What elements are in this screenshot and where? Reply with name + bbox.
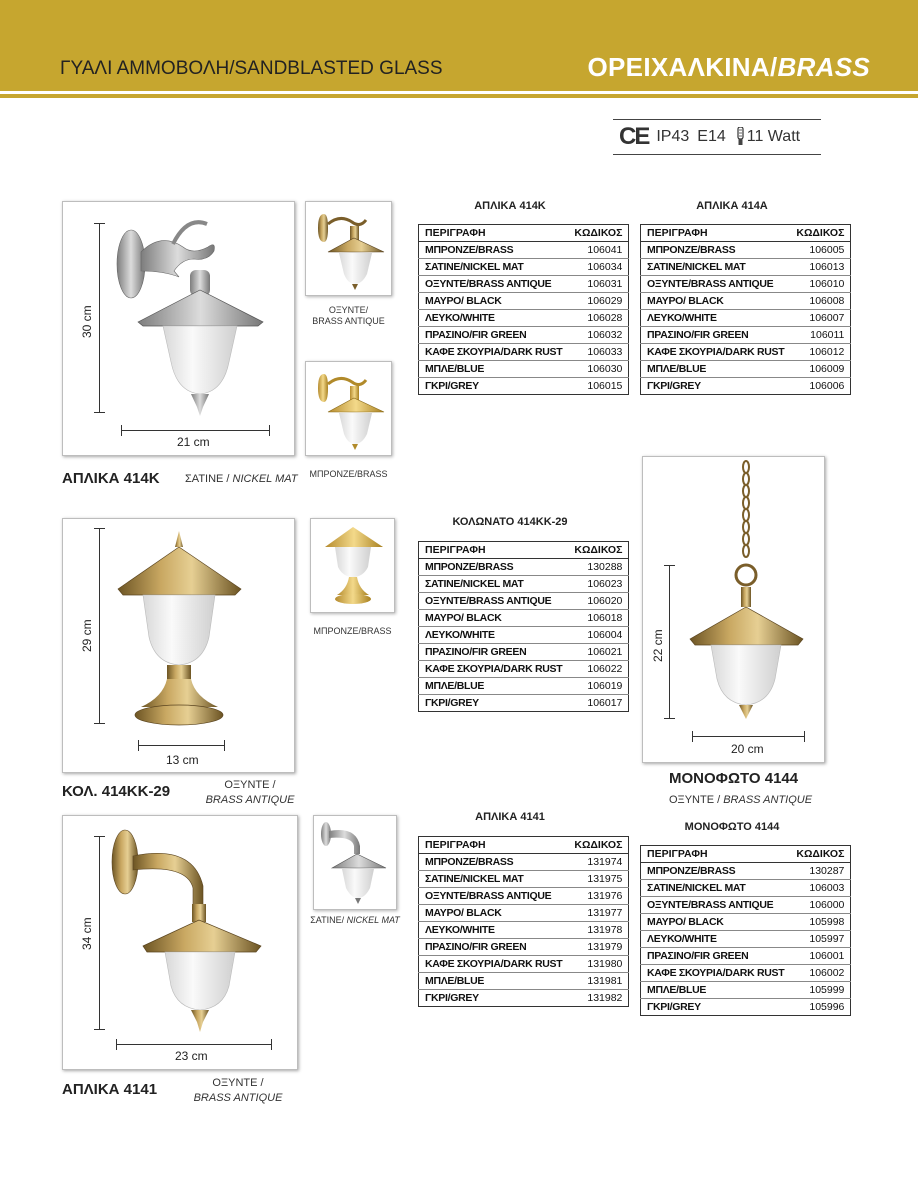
table-row	[641, 259, 851, 276]
finish-4141-italic: BRASS ANTIQUE	[193, 1092, 283, 1104]
table-row	[641, 293, 851, 310]
col-code: ΚΩΔΙΚΟΣ	[790, 846, 851, 863]
width-label-4144: 20 cm	[731, 742, 764, 756]
table-row	[419, 242, 629, 259]
table-row	[641, 310, 851, 327]
finish-414kk-main: ΟΞΥΝΤΕ /	[224, 779, 276, 791]
row-description: ΠΡΑΣΙΝΟ/FIR GREEN	[641, 948, 791, 965]
row-code: 106023	[568, 576, 629, 593]
row-description: ΣΑΤΙΝΕ/NICKEL MAT	[641, 259, 791, 276]
row-description: ΟΞΥΝΤΕ/BRASS ANTIQUE	[419, 276, 569, 293]
row-code: 106022	[568, 661, 629, 678]
height-tick-bottom-4141	[94, 1029, 105, 1030]
page-title-italic: BRASS	[777, 52, 870, 82]
col-desc: ΠΕΡΙΓΡΑΦΗ	[419, 542, 569, 559]
thumb-caption-414kk-brass: ΜΠΡΟΝΖΕ/BRASS	[313, 626, 392, 636]
row-description: ΚΑΦΕ ΣΚΟΥΡΙΑ/DARK RUST	[641, 965, 791, 982]
lamp-414k-image	[63, 202, 296, 457]
row-code: 105998	[790, 914, 851, 931]
table-row	[419, 259, 629, 276]
row-description: ΣΑΤΙΝΕ/NICKEL MAT	[419, 871, 569, 888]
table-row	[641, 863, 851, 880]
table-row	[419, 695, 629, 712]
finish-4141-main: ΟΞΥΝΤΕ /	[212, 1077, 264, 1089]
row-description: ΣΑΤΙΝΕ/NICKEL MAT	[419, 259, 569, 276]
row-description: ΜΠΛΕ/BLUE	[419, 678, 569, 695]
product-name-4141: ΑΠΛΙΚΑ 4141	[62, 1081, 158, 1098]
table-row	[419, 678, 629, 695]
row-code: 105996	[809, 1001, 845, 1013]
table-row	[419, 576, 629, 593]
row-code: 131979	[568, 939, 629, 956]
photo-414k	[62, 201, 295, 456]
table-row	[419, 956, 629, 973]
ce-mark: CE	[619, 123, 649, 150]
col-desc: ΠΕΡΙΓΡΑΦΗ	[419, 225, 569, 242]
row-code: 106000	[790, 897, 851, 914]
row-code: 106032	[568, 327, 629, 344]
row-code: 106029	[568, 293, 629, 310]
width-tick-right-4141	[271, 1039, 272, 1050]
row-code: 106019	[568, 678, 629, 695]
row-description: ΛΕΥΚΟ/WHITE	[419, 627, 569, 644]
row-description: ΓΚΡΙ/GREY	[425, 992, 479, 1004]
row-description: ΟΞΥΝΤΕ/BRASS ANTIQUE	[641, 276, 791, 293]
code-table-4144	[640, 845, 851, 1016]
table-title-4144: ΜΟΝΟΦΩΤΟ 4144	[684, 821, 780, 833]
row-code: 106011	[790, 327, 851, 344]
table-title-414a: ΑΠΛΙΚΑ 414A	[696, 200, 768, 212]
row-description: ΟΞΥΝΤΕ/BRASS ANTIQUE	[419, 888, 569, 905]
row-description: ΜΠΡΟΝΖΕ/BRASS	[419, 559, 569, 576]
row-code: 106008	[790, 293, 851, 310]
height-tick-top-4141	[94, 836, 105, 837]
col-desc: ΠΕΡΙΓΡΑΦΗ	[641, 225, 791, 242]
table-row	[641, 344, 851, 361]
table-row	[641, 327, 851, 344]
row-description: ΜΠΛΕ/BLUE	[641, 982, 791, 999]
table-row	[641, 361, 851, 378]
row-description: ΓΚΡΙ/GREY	[425, 697, 479, 709]
height-tick-bottom-414kk	[94, 723, 105, 724]
height-line-414kk	[99, 528, 100, 723]
table-row	[419, 627, 629, 644]
finish-4144-main: ΟΞΥΝΤΕ /	[669, 794, 724, 806]
thumb-414kk-brass	[310, 518, 395, 613]
row-description: ΛΕΥΚΟ/WHITE	[419, 922, 569, 939]
row-code: 106007	[790, 310, 851, 327]
row-code: 106005	[790, 242, 851, 259]
row-code: 131981	[568, 973, 629, 990]
table-row	[419, 361, 629, 378]
header-band	[0, 0, 918, 86]
row-code: 106033	[568, 344, 629, 361]
table-row	[641, 914, 851, 931]
table-row	[419, 922, 629, 939]
row-description: ΠΡΑΣΙΝΟ/FIR GREEN	[419, 327, 569, 344]
code-table-414kk	[418, 541, 629, 712]
row-code: 131977	[568, 905, 629, 922]
col-desc: ΠΕΡΙΓΡΑΦΗ	[419, 837, 569, 854]
thumb-caption-414k-brass: ΜΠΡΟΝΖΕ/BRASS	[309, 469, 388, 479]
row-description: ΓΚΡΙ/GREY	[425, 380, 479, 392]
row-code: 131978	[568, 922, 629, 939]
width-label-414kk: 13 cm	[166, 753, 199, 767]
product-name-414kk: ΚΟΛ. 414KK-29	[62, 783, 171, 800]
row-code: 131974	[568, 854, 629, 871]
row-code: 106012	[790, 344, 851, 361]
height-tick-top-414kk	[94, 528, 105, 529]
row-code: 106028	[568, 310, 629, 327]
row-description: ΛΕΥΚΟ/WHITE	[641, 310, 791, 327]
row-code: 131976	[568, 888, 629, 905]
row-code: 106021	[568, 644, 629, 661]
width-label-4141: 23 cm	[175, 1049, 208, 1063]
table-row	[419, 905, 629, 922]
table-row	[641, 948, 851, 965]
row-code: 106010	[790, 276, 851, 293]
row-code: 106031	[568, 276, 629, 293]
col-code: ΚΩΔΙΚΟΣ	[568, 837, 629, 854]
row-description: ΜΠΡΟΝΖΕ/BRASS	[419, 854, 569, 871]
row-code: 106006	[809, 380, 845, 392]
table-row	[641, 931, 851, 948]
row-description: ΠΡΑΣΙΝΟ/FIR GREEN	[419, 644, 569, 661]
page-subtitle: ΓΥΑΛΙ ΑΜΜΟΒΟΛΗ/SANDBLASTED GLASS	[60, 58, 443, 79]
row-code: 106034	[568, 259, 629, 276]
row-code: 131982	[587, 992, 623, 1004]
row-code: 131980	[568, 956, 629, 973]
row-description: ΜΑΥΡΟ/ BLACK	[419, 610, 569, 627]
table-row	[419, 990, 629, 1007]
row-description: ΣΑΤΙΝΕ/NICKEL MAT	[419, 576, 569, 593]
table-row	[419, 344, 629, 361]
finish-414k-italic: NICKEL MAT	[232, 473, 298, 485]
finish-414kk	[200, 778, 300, 808]
height-line-4144	[669, 565, 670, 718]
thumb-caption-414k-antique: ΟΞΥΝΤΕ/ BRASS ANTIQUE	[312, 305, 385, 326]
height-tick-bottom-4144	[664, 718, 675, 719]
height-tick-bottom-414k	[94, 412, 105, 413]
col-code: ΚΩΔΙΚΟΣ	[568, 542, 629, 559]
product-name-4144: ΜΟΝΟΦΩΤΟ 4144	[669, 770, 799, 787]
table-title-414k: ΑΠΛΙΚΑ 414K	[474, 200, 546, 212]
thumb-414k-brass	[305, 361, 392, 456]
ip-rating: IP43	[656, 128, 690, 145]
col-code: ΚΩΔΙΚΟΣ	[790, 225, 851, 242]
width-line-4144	[692, 736, 805, 737]
height-tick-top-4144	[664, 565, 675, 566]
thumb-caption-4141-italic: NICKEL MAT	[346, 915, 400, 925]
table-row	[641, 276, 851, 293]
table-row	[641, 965, 851, 982]
code-table-414a	[640, 224, 851, 395]
row-description: ΜΑΥΡΟ/ BLACK	[641, 293, 791, 310]
table-row	[641, 897, 851, 914]
row-code: 106018	[568, 610, 629, 627]
row-description: ΜΠΛΕ/BLUE	[419, 361, 569, 378]
width-line-414k	[121, 430, 270, 431]
row-code: 106009	[790, 361, 851, 378]
table-row	[419, 378, 629, 395]
row-description: ΜΑΥΡΟ/ BLACK	[641, 914, 791, 931]
height-label-4144: 22 cm	[651, 629, 665, 662]
row-description: ΚΑΦΕ ΣΚΟΥΡΙΑ/DARK RUST	[419, 661, 569, 678]
width-line-4141	[116, 1044, 272, 1045]
height-line-414k	[99, 223, 100, 412]
row-description: ΜΠΡΟΝΖΕ/BRASS	[419, 242, 569, 259]
row-code: 106015	[587, 380, 623, 392]
row-code: 106002	[790, 965, 851, 982]
row-code: 106030	[568, 361, 629, 378]
table-row	[419, 888, 629, 905]
table-row	[419, 310, 629, 327]
photo-4141	[62, 815, 298, 1070]
table-row	[641, 982, 851, 999]
row-description: ΓΚΡΙ/GREY	[647, 380, 701, 392]
table-row	[419, 327, 629, 344]
col-desc: ΠΕΡΙΓΡΑΦΗ	[641, 846, 791, 863]
width-tick-right-4144	[804, 731, 805, 742]
header-rule-thin	[0, 94, 918, 98]
table-row	[419, 854, 629, 871]
width-tick-left-4141	[116, 1039, 117, 1050]
width-tick-right-414k	[269, 425, 270, 436]
table-row	[641, 242, 851, 259]
row-description: ΛΕΥΚΟ/WHITE	[419, 310, 569, 327]
row-description: ΜΑΥΡΟ/ BLACK	[419, 293, 569, 310]
row-description: ΜΠΡΟΝΖΕ/BRASS	[641, 242, 791, 259]
table-row	[641, 378, 851, 395]
row-description: ΜΠΛΕ/BLUE	[419, 973, 569, 990]
finish-414kk-italic: BRASS ANTIQUE	[205, 794, 295, 806]
finish-414k	[185, 472, 298, 487]
photo-414kk	[62, 518, 295, 773]
table-title-414kk: ΚΟΛΩΝΑΤΟ 414KK-29	[452, 516, 568, 528]
row-description: ΠΡΑΣΙΝΟ/FIR GREEN	[419, 939, 569, 956]
page-title	[588, 52, 870, 83]
thumb-caption-4141-main: ΣΑΤΙΝΕ/	[310, 915, 347, 925]
table-row	[641, 880, 851, 897]
row-code: 106004	[568, 627, 629, 644]
table-row	[419, 939, 629, 956]
spec-bar	[613, 119, 821, 155]
row-code: 130288	[568, 559, 629, 576]
thumb-caption-4141-nickel	[305, 915, 405, 926]
width-tick-left-414k	[121, 425, 122, 436]
table-row	[419, 559, 629, 576]
row-code: 130287	[790, 863, 851, 880]
row-description: ΚΑΦΕ ΣΚΟΥΡΙΑ/DARK RUST	[419, 344, 569, 361]
thumb-414k-antique	[305, 201, 392, 296]
table-row	[419, 644, 629, 661]
table-row	[419, 661, 629, 678]
finish-4144	[669, 793, 812, 808]
table-row	[419, 593, 629, 610]
header-rule	[0, 86, 918, 91]
row-code: 105997	[790, 931, 851, 948]
row-description: ΓΚΡΙ/GREY	[647, 1001, 701, 1013]
height-label-4141: 34 cm	[80, 917, 94, 950]
row-code: 105999	[790, 982, 851, 999]
power-rating: 11 Watt	[746, 128, 801, 145]
height-label-414k: 30 cm	[80, 305, 94, 338]
row-code: 106003	[790, 880, 851, 897]
height-label-414kk: 29 cm	[80, 619, 94, 652]
row-code: 106017	[587, 697, 623, 709]
width-line-414kk	[138, 745, 225, 746]
row-description: ΚΑΦΕ ΣΚΟΥΡΙΑ/DARK RUST	[419, 956, 569, 973]
height-tick-top-414k	[94, 223, 105, 224]
width-tick-left-4144	[692, 731, 693, 742]
bulb-icon	[736, 127, 745, 147]
finish-4141	[188, 1076, 288, 1106]
row-description: ΜΑΥΡΟ/ BLACK	[419, 905, 569, 922]
table-row	[641, 999, 851, 1016]
code-table-4141	[418, 836, 629, 1007]
table-row	[419, 293, 629, 310]
table-title-4141: ΑΠΛΙΚΑ 4141	[475, 811, 545, 823]
width-label-414k: 21 cm	[177, 435, 210, 449]
page-title-main: ΟΡΕΙΧΑΛΚΙΝΑ/	[587, 52, 778, 82]
thumb-4141-nickel	[313, 815, 397, 910]
row-description: ΛΕΥΚΟ/WHITE	[641, 931, 791, 948]
width-tick-right-414kk	[224, 740, 225, 751]
row-description: ΠΡΑΣΙΝΟ/FIR GREEN	[641, 327, 791, 344]
row-code: 106001	[790, 948, 851, 965]
table-row	[419, 276, 629, 293]
product-name-414k: ΑΠΛΙΚΑ 414K	[62, 470, 160, 487]
row-description: ΣΑΤΙΝΕ/NICKEL MAT	[641, 880, 791, 897]
row-description: ΚΑΦΕ ΣΚΟΥΡΙΑ/DARK RUST	[641, 344, 791, 361]
row-code: 106013	[790, 259, 851, 276]
finish-4144-italic: BRASS ANTIQUE	[723, 794, 813, 806]
socket-type: E14	[697, 128, 726, 145]
row-description: ΜΠΡΟΝΖΕ/BRASS	[641, 863, 791, 880]
lamp-414kk-image	[63, 519, 296, 774]
row-description: ΟΞΥΝΤΕ/BRASS ANTIQUE	[641, 897, 791, 914]
row-code: 106020	[568, 593, 629, 610]
code-table-414k	[418, 224, 629, 395]
row-code: 106041	[568, 242, 629, 259]
col-code: ΚΩΔΙΚΟΣ	[568, 225, 629, 242]
table-row	[419, 973, 629, 990]
width-tick-left-414kk	[138, 740, 139, 751]
table-row	[419, 871, 629, 888]
finish-414k-main: ΣΑΤΙΝΕ /	[185, 473, 233, 485]
table-row	[419, 610, 629, 627]
row-description: ΜΠΛΕ/BLUE	[641, 361, 791, 378]
height-line-4141	[99, 836, 100, 1029]
row-description: ΟΞΥΝΤΕ/BRASS ANTIQUE	[419, 593, 569, 610]
row-code: 131975	[568, 871, 629, 888]
